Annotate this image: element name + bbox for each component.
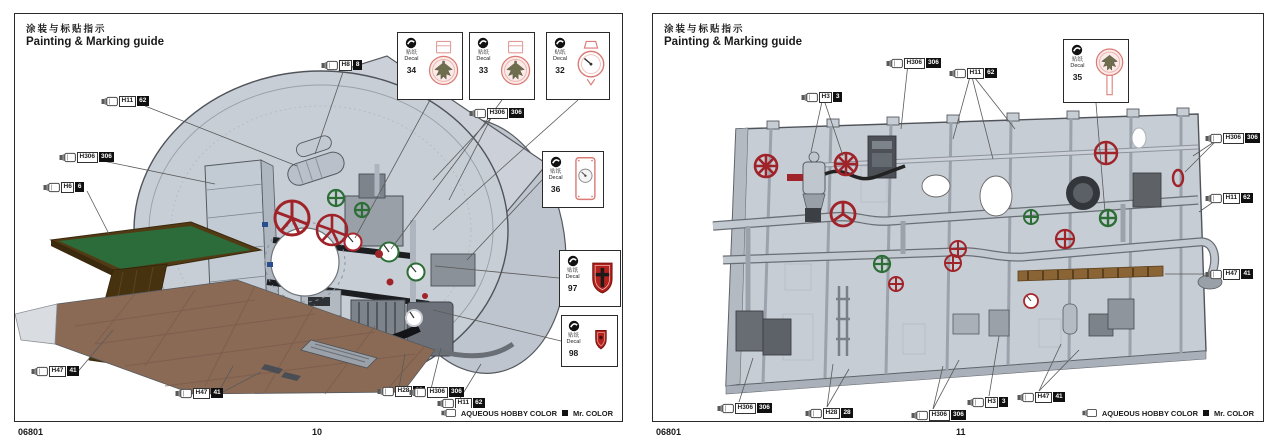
mr-color-code: 28 — [841, 408, 853, 418]
paint-callout — [967, 396, 1008, 408]
paint-bottle-icon — [1205, 193, 1222, 204]
mr-color-code: 62 — [985, 68, 997, 78]
paint-callout — [717, 402, 772, 414]
paint-bottle-icon — [175, 388, 192, 399]
mr-color-code: 41 — [1053, 392, 1065, 402]
page-title — [664, 21, 802, 48]
paint-bottle-icon — [377, 386, 394, 397]
paint-callout — [1205, 132, 1260, 144]
paint-bottle-icon — [437, 398, 454, 409]
paint-callout — [321, 59, 362, 71]
hatch-opening — [271, 228, 339, 296]
paint-callout — [101, 95, 149, 107]
decal-number: 35 — [1072, 72, 1083, 82]
aqueous-color-code: H11 — [455, 398, 472, 409]
paint-callout — [949, 67, 997, 79]
aqueous-color-code: H28 — [395, 386, 412, 397]
aqueous-color-code: H306 — [735, 403, 756, 414]
aqueous-legend-label: AQUEOUS HOBBY COLOR — [1101, 408, 1198, 418]
paint-callout — [805, 407, 853, 419]
title-chinese: 涂装与标贴指示 — [664, 24, 745, 35]
decal-label-zh: 贴纸 — [568, 333, 580, 339]
paint-callout — [59, 151, 114, 163]
title-english: Painting & Marking guide — [664, 36, 803, 48]
mr-color-code: 3 — [999, 397, 1008, 407]
decal-label-zh: 贴纸 — [477, 50, 489, 56]
decal-art-eagle-banner — [425, 33, 462, 99]
mr-color-icon — [562, 410, 568, 416]
paint-bottle-icon — [1205, 133, 1222, 144]
aqueous-color-code: H6 — [61, 182, 74, 193]
aqueous-color-code: H47 — [1223, 269, 1240, 280]
aqueous-color-code: H11 — [119, 96, 136, 107]
decal-icon — [568, 320, 580, 332]
decal-art-eagle-paddle — [1091, 40, 1128, 102]
decal-art-shield-small — [585, 316, 617, 366]
mr-color-code: 306 — [509, 108, 525, 118]
paint-brand-legend — [437, 408, 613, 418]
mr-color-code: 306 — [1245, 133, 1261, 143]
paint-bottle-icon — [949, 68, 966, 79]
storage-box — [763, 319, 791, 355]
decal-label-en: Decal — [548, 175, 563, 181]
wall-opening — [922, 175, 950, 197]
paint-callout — [1205, 192, 1253, 204]
mr-color-code: 41 — [1241, 269, 1253, 279]
paint-bottle-icon — [59, 152, 76, 163]
paint-bottle-icon — [967, 397, 984, 408]
paint-bottle-icon — [1205, 269, 1222, 280]
title-chinese: 涂装与标贴指示 — [26, 24, 107, 35]
aqueous-color-code: H306 — [427, 387, 448, 398]
mr-color-code: 41 — [67, 366, 79, 376]
page-11 — [652, 13, 1264, 422]
paint-bottle-icon — [801, 92, 818, 103]
mr-color-code: 62 — [1241, 193, 1253, 203]
paint-bottle-icon — [101, 96, 118, 107]
paint-callout — [1017, 391, 1065, 403]
paint-callout — [31, 365, 79, 377]
mr-color-code: 41 — [211, 388, 223, 398]
mr-color-legend-label: Mr. COLOR — [1213, 408, 1254, 418]
lamp — [1132, 128, 1146, 148]
aqueous-color-code: H8 — [339, 60, 352, 71]
decal-box-98 — [561, 315, 618, 367]
paint-bottle-icon — [31, 366, 48, 377]
mr-color-code: 306 — [449, 387, 465, 397]
paint-callout — [175, 387, 223, 399]
decal-label-en: Decal — [565, 274, 580, 280]
aqueous-color-code: H3 — [985, 397, 998, 408]
mr-color-code: 6 — [75, 182, 84, 192]
aqueous-color-code: H47 — [1035, 392, 1052, 403]
decal-number: 32 — [555, 65, 565, 75]
kit-number: 06801 — [656, 427, 682, 437]
paint-bottle-icon — [911, 410, 928, 421]
mr-color-code: 306 — [99, 152, 115, 162]
mr-color-code: 306 — [926, 58, 942, 68]
storage-box — [736, 311, 763, 351]
decal-art-plate-gauge — [568, 152, 603, 207]
decal-icon — [477, 37, 489, 49]
decal-number: 98 — [568, 348, 579, 358]
electrical-panel — [1133, 173, 1161, 207]
decal-number: 33 — [478, 65, 489, 75]
decal-label-en: Decal — [404, 56, 419, 62]
kit-number: 06801 — [18, 427, 44, 437]
aqueous-color-code: H306 — [77, 152, 98, 163]
paint-callout — [801, 91, 842, 103]
page-number: 10 — [312, 427, 323, 437]
aqueous-bottle-icon — [1082, 408, 1097, 418]
title-english: Painting & Marking guide — [26, 36, 165, 48]
wall-opening — [980, 176, 1012, 216]
decal-box-33 — [469, 32, 535, 100]
decal-label-en: Decal — [1070, 63, 1085, 69]
decal-icon — [1071, 44, 1083, 56]
aqueous-color-code: H306 — [904, 58, 925, 69]
decal-art-gauge-dial — [573, 33, 609, 99]
mr-color-code: 8 — [353, 60, 362, 70]
decal-label-en: Decal — [552, 56, 568, 62]
aqueous-color-code: H306 — [929, 410, 950, 421]
decal-icon — [550, 156, 562, 168]
decal-icon — [405, 37, 417, 49]
aqueous-color-code: H3 — [819, 92, 832, 103]
paint-bottle-icon — [886, 58, 903, 69]
aqueous-bottle-icon — [441, 408, 456, 418]
decal-icon — [554, 37, 566, 49]
mr-color-code: 306 — [757, 403, 773, 413]
decal-box-34 — [397, 32, 463, 100]
mr-color-icon — [1203, 410, 1209, 416]
decal-box-32 — [546, 32, 610, 100]
decal-icon — [567, 255, 579, 267]
paint-callout — [1205, 268, 1253, 280]
mr-color-code: 62 — [473, 398, 485, 408]
page-10 — [14, 13, 623, 422]
mr-color-code: 306 — [951, 410, 967, 420]
decal-label-zh: 贴纸 — [567, 268, 579, 274]
aqueous-color-code: H306 — [487, 108, 508, 119]
aqueous-color-code: H47 — [193, 388, 210, 399]
mr-color-code: 62 — [137, 96, 149, 106]
paint-bottle-icon — [717, 403, 734, 414]
paint-bottle-icon — [409, 387, 426, 398]
aqueous-color-code: H306 — [1223, 133, 1244, 144]
decal-label-en: Decal — [476, 56, 491, 62]
decal-art-shield-cross — [585, 251, 620, 306]
paint-bottle-icon — [321, 60, 338, 71]
paint-callout — [886, 57, 941, 69]
paint-callout — [469, 107, 524, 119]
decal-label-zh: 贴纸 — [550, 169, 562, 175]
page-number: 11 — [956, 427, 966, 437]
mr-color-code: 3 — [833, 92, 842, 102]
aqueous-color-code: H28 — [823, 408, 840, 419]
decal-number: 97 — [567, 283, 578, 293]
aqueous-legend-label: AQUEOUS HOBBY COLOR — [460, 408, 557, 418]
decal-number: 34 — [406, 65, 417, 75]
paint-brand-legend — [1078, 408, 1254, 418]
decal-box-35 — [1063, 39, 1129, 103]
decal-label-zh: 贴纸 — [554, 50, 566, 56]
decal-art-eagle-banner — [497, 33, 534, 99]
decal-label-en: Decal — [566, 339, 581, 345]
paint-bottle-icon — [1017, 392, 1034, 403]
paint-callout — [43, 181, 84, 193]
paint-callout — [911, 409, 966, 421]
paint-bottle-icon — [43, 182, 60, 193]
decal-label-zh: 贴纸 — [1071, 57, 1083, 63]
decal-label-zh: 贴纸 — [405, 50, 417, 56]
decal-number: 36 — [550, 184, 561, 194]
paint-bottle-icon — [469, 108, 486, 119]
aqueous-color-code: H11 — [1223, 193, 1240, 204]
page-title — [26, 21, 164, 48]
aqueous-color-code: H47 — [49, 366, 66, 377]
decal-box-36 — [542, 151, 604, 208]
aqueous-color-code: H11 — [967, 68, 984, 79]
paint-bottle-icon — [805, 408, 822, 419]
mr-color-legend-label: Mr. COLOR — [572, 408, 613, 418]
decal-box-97 — [559, 250, 621, 307]
